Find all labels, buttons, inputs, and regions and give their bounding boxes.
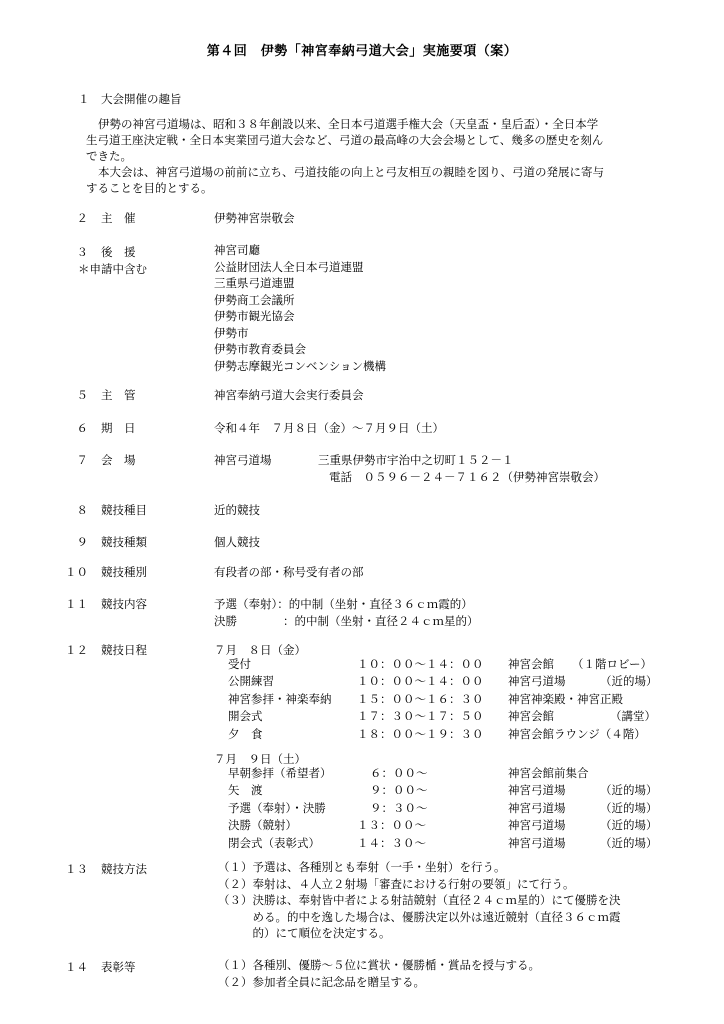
schedule-event: 公開練習: [228, 674, 274, 689]
section-6-value: 令和４年 ７月８日（金）～７月９日（土）: [214, 421, 444, 435]
section-11-number: １１: [65, 597, 88, 611]
schedule-day-2-rows: [0, 765, 724, 852]
section-2-number: ２: [76, 211, 88, 225]
schedule-time: １３：００～: [357, 818, 426, 833]
schedule-row: [0, 835, 724, 852]
schedule-note: （講堂）: [610, 709, 656, 724]
section-9-number: ９: [76, 535, 88, 549]
list-item: 伊勢志摩観光コンベンション機構: [214, 358, 386, 373]
section-1-label: 大会開催の趣旨: [101, 92, 182, 106]
section-2-label: 主 催: [101, 211, 136, 225]
paragraph-line: 本大会は、神宮弓道場の前前に立ち、弓道技能の向上と弓友相互の親睦を図り、弓道の発展に寄与: [98, 165, 604, 179]
schedule-row: [0, 673, 724, 690]
section-10-label: 競技種別: [101, 565, 147, 579]
schedule-place: 神宮弓道場: [508, 835, 566, 850]
list-item: 伊勢市観光協会: [214, 309, 295, 323]
schedule-event: 決勝（競射）: [228, 818, 297, 833]
schedule-note: （近的場）: [600, 800, 658, 815]
section-10-number: １０: [65, 565, 88, 579]
schedule-time: ９：００～: [370, 783, 428, 798]
list-item: 伊勢商工会議所: [214, 292, 295, 307]
section-13-list: [218, 859, 621, 942]
schedule-event: 開会式: [228, 709, 263, 724]
schedule-row: [0, 800, 724, 817]
schedule-day-1-rows: [0, 656, 724, 743]
schedule-event: 受付: [228, 657, 251, 671]
section-11-line-2: 決勝 ：的中制（坐射・直径２４ｃｍ星的）: [214, 614, 479, 628]
list-item: （１）各種別、優勝～５位に賞状・優勝楯・賞品を授与する。: [218, 958, 540, 972]
list-item: （２）奉射は、４人立２射場「審査における行射の要領」にて行う。: [218, 876, 575, 891]
schedule-place: 神宮神楽殿・神宮正殿: [508, 691, 623, 706]
schedule-note: （近的場）: [600, 818, 658, 833]
section-13-label: 競技方法: [101, 862, 147, 876]
schedule-time: １０：００～１４：００: [357, 657, 484, 671]
schedule-place: 神宮会館ラウンジ（４階）: [508, 726, 646, 741]
section-8-value: 近的競技: [214, 503, 260, 517]
section-14-number: １４: [65, 960, 88, 974]
paragraph-line: できた。: [86, 149, 132, 163]
section-5-value: 神宮奉納弓道大会実行委員会: [214, 388, 364, 402]
schedule-event: 神宮参拝・神楽奉納: [228, 691, 332, 706]
page-title: 第４回 伊勢「神宮奉納弓道大会」実施要項（案）: [206, 44, 518, 59]
list-item: 的）にて順位を決定する。: [218, 926, 391, 940]
section-9-value: 個人競技: [214, 535, 260, 549]
list-item: 伊勢市: [214, 325, 249, 340]
section-12-number: １２: [65, 643, 88, 657]
section-7-label: 会 場: [101, 453, 136, 467]
schedule-time: １５：００～１６：３０: [357, 691, 484, 706]
section-11-label: 競技内容: [101, 597, 147, 611]
list-item: （２）参加者全員に記念品を贈呈する。: [218, 974, 425, 989]
list-item: （３）決勝は、奉射皆中者による射詰競射（直径２４ｃｍ星的）にて優勝を決: [218, 893, 621, 907]
schedule-event: 予選（奉射）・決勝: [228, 800, 326, 815]
schedule-place: 神宮弓道場: [508, 800, 566, 815]
schedule-place: 神宮弓道場: [508, 783, 566, 798]
list-item: 三重県弓道連盟: [214, 276, 295, 290]
schedule-event: 矢 渡: [228, 783, 263, 798]
section-5-number: ５: [76, 388, 88, 402]
schedule-time: ６：００～: [370, 766, 428, 780]
paragraph-line: 伊勢の神宮弓道場は、昭和３８年創設以来、全日本弓道選手権大会（天皇盃・皇后盃）・全日本学: [98, 117, 599, 131]
schedule-note: （近的場）: [600, 835, 658, 850]
schedule-time: ９：３０～: [370, 800, 428, 815]
list-item: 神宮司廳: [214, 243, 260, 257]
section-14-list: [218, 957, 540, 990]
schedule-row: [0, 765, 724, 782]
schedule-row: [0, 656, 724, 673]
schedule-event: 閉会式（表彰式）: [228, 835, 320, 850]
schedule-place: 神宮会館: [508, 709, 554, 724]
list-item: 伊勢市教育委員会: [214, 342, 306, 356]
section-3-label: 後 援: [101, 245, 136, 259]
schedule-place: 神宮会館: [508, 657, 554, 671]
schedule-time: １０：００～１４：００: [357, 674, 484, 689]
section-1-number: １: [78, 92, 90, 106]
section-1-paragraph: [86, 116, 604, 196]
section-6-number: ６: [76, 421, 88, 435]
schedule-time: １７：３０～１７：５０: [357, 709, 484, 724]
section-3-number: ３: [76, 245, 88, 259]
section-10-value: 有段者の部・称号受有者の部: [214, 565, 364, 579]
section-14-label: 表彰等: [101, 960, 136, 974]
schedule-row: [0, 817, 724, 834]
section-11-line-1: 予選（奉射）：的中制（坐射・直径３６ｃｍ霞的）: [214, 597, 473, 611]
schedule-time: １８：００～１９：３０: [357, 726, 484, 741]
section-8-label: 競技種目: [101, 503, 147, 517]
schedule-row: [0, 726, 724, 743]
section-2-value: 伊勢神宮崇敬会: [214, 211, 295, 225]
schedule-row: [0, 691, 724, 708]
section-7-number: ７: [76, 453, 88, 467]
schedule-event: 早朝参拝（希望者）: [228, 766, 332, 780]
section-9-label: 競技種類: [101, 535, 147, 549]
list-item: 公益財団法人全日本弓道連盟: [214, 259, 364, 274]
schedule-note: （近的場）: [600, 783, 658, 798]
schedule-place: 神宮弓道場: [508, 674, 566, 689]
schedule-event: 夕 食: [228, 726, 263, 741]
section-3-note: ＊申請中含む: [78, 262, 147, 276]
section-8-number: ８: [76, 503, 88, 517]
section-7-tel: 電話 ０５９６－２４－７１６２（伊勢神宮崇敬会）: [329, 470, 605, 484]
schedule-row: [0, 708, 724, 725]
schedule-row: [0, 782, 724, 799]
section-12-label: 競技日程: [101, 643, 147, 657]
paragraph-line: 生弓道王座決定戦・全日本実業団弓道大会など、弓道の最高峰の大会会場として、幾多の歴史を刻ん: [86, 133, 604, 147]
section-13-number: １３: [65, 862, 88, 876]
section-6-label: 期 日: [101, 421, 136, 435]
section-5-label: 主 管: [101, 388, 136, 402]
schedule-day-1: ７月 ８日（金）: [214, 643, 306, 657]
list-item: める。的中を逸した場合は、優勝決定以外は遠近競射（直径３６ｃｍ霞: [218, 909, 621, 924]
schedule-time: １４：３０～: [357, 835, 426, 850]
list-item: （１）予選は、各種別とも奉射（一手・坐射）を行う。: [218, 860, 506, 874]
paragraph-line: することを目的とする。: [86, 181, 213, 195]
section-7-value: 神宮弓道場: [214, 453, 272, 467]
section-3-list: [214, 242, 386, 374]
schedule-day-2: ７月 ９日（土）: [214, 752, 306, 766]
schedule-note: （近的場）: [600, 674, 658, 689]
section-7-address: 三重県伊勢市宇治中之切町１５２－１: [318, 453, 514, 467]
schedule-place: 神宮会館前集合: [508, 766, 589, 780]
schedule-note: （１階ロビー）: [572, 657, 653, 671]
schedule-place: 神宮弓道場: [508, 818, 566, 833]
